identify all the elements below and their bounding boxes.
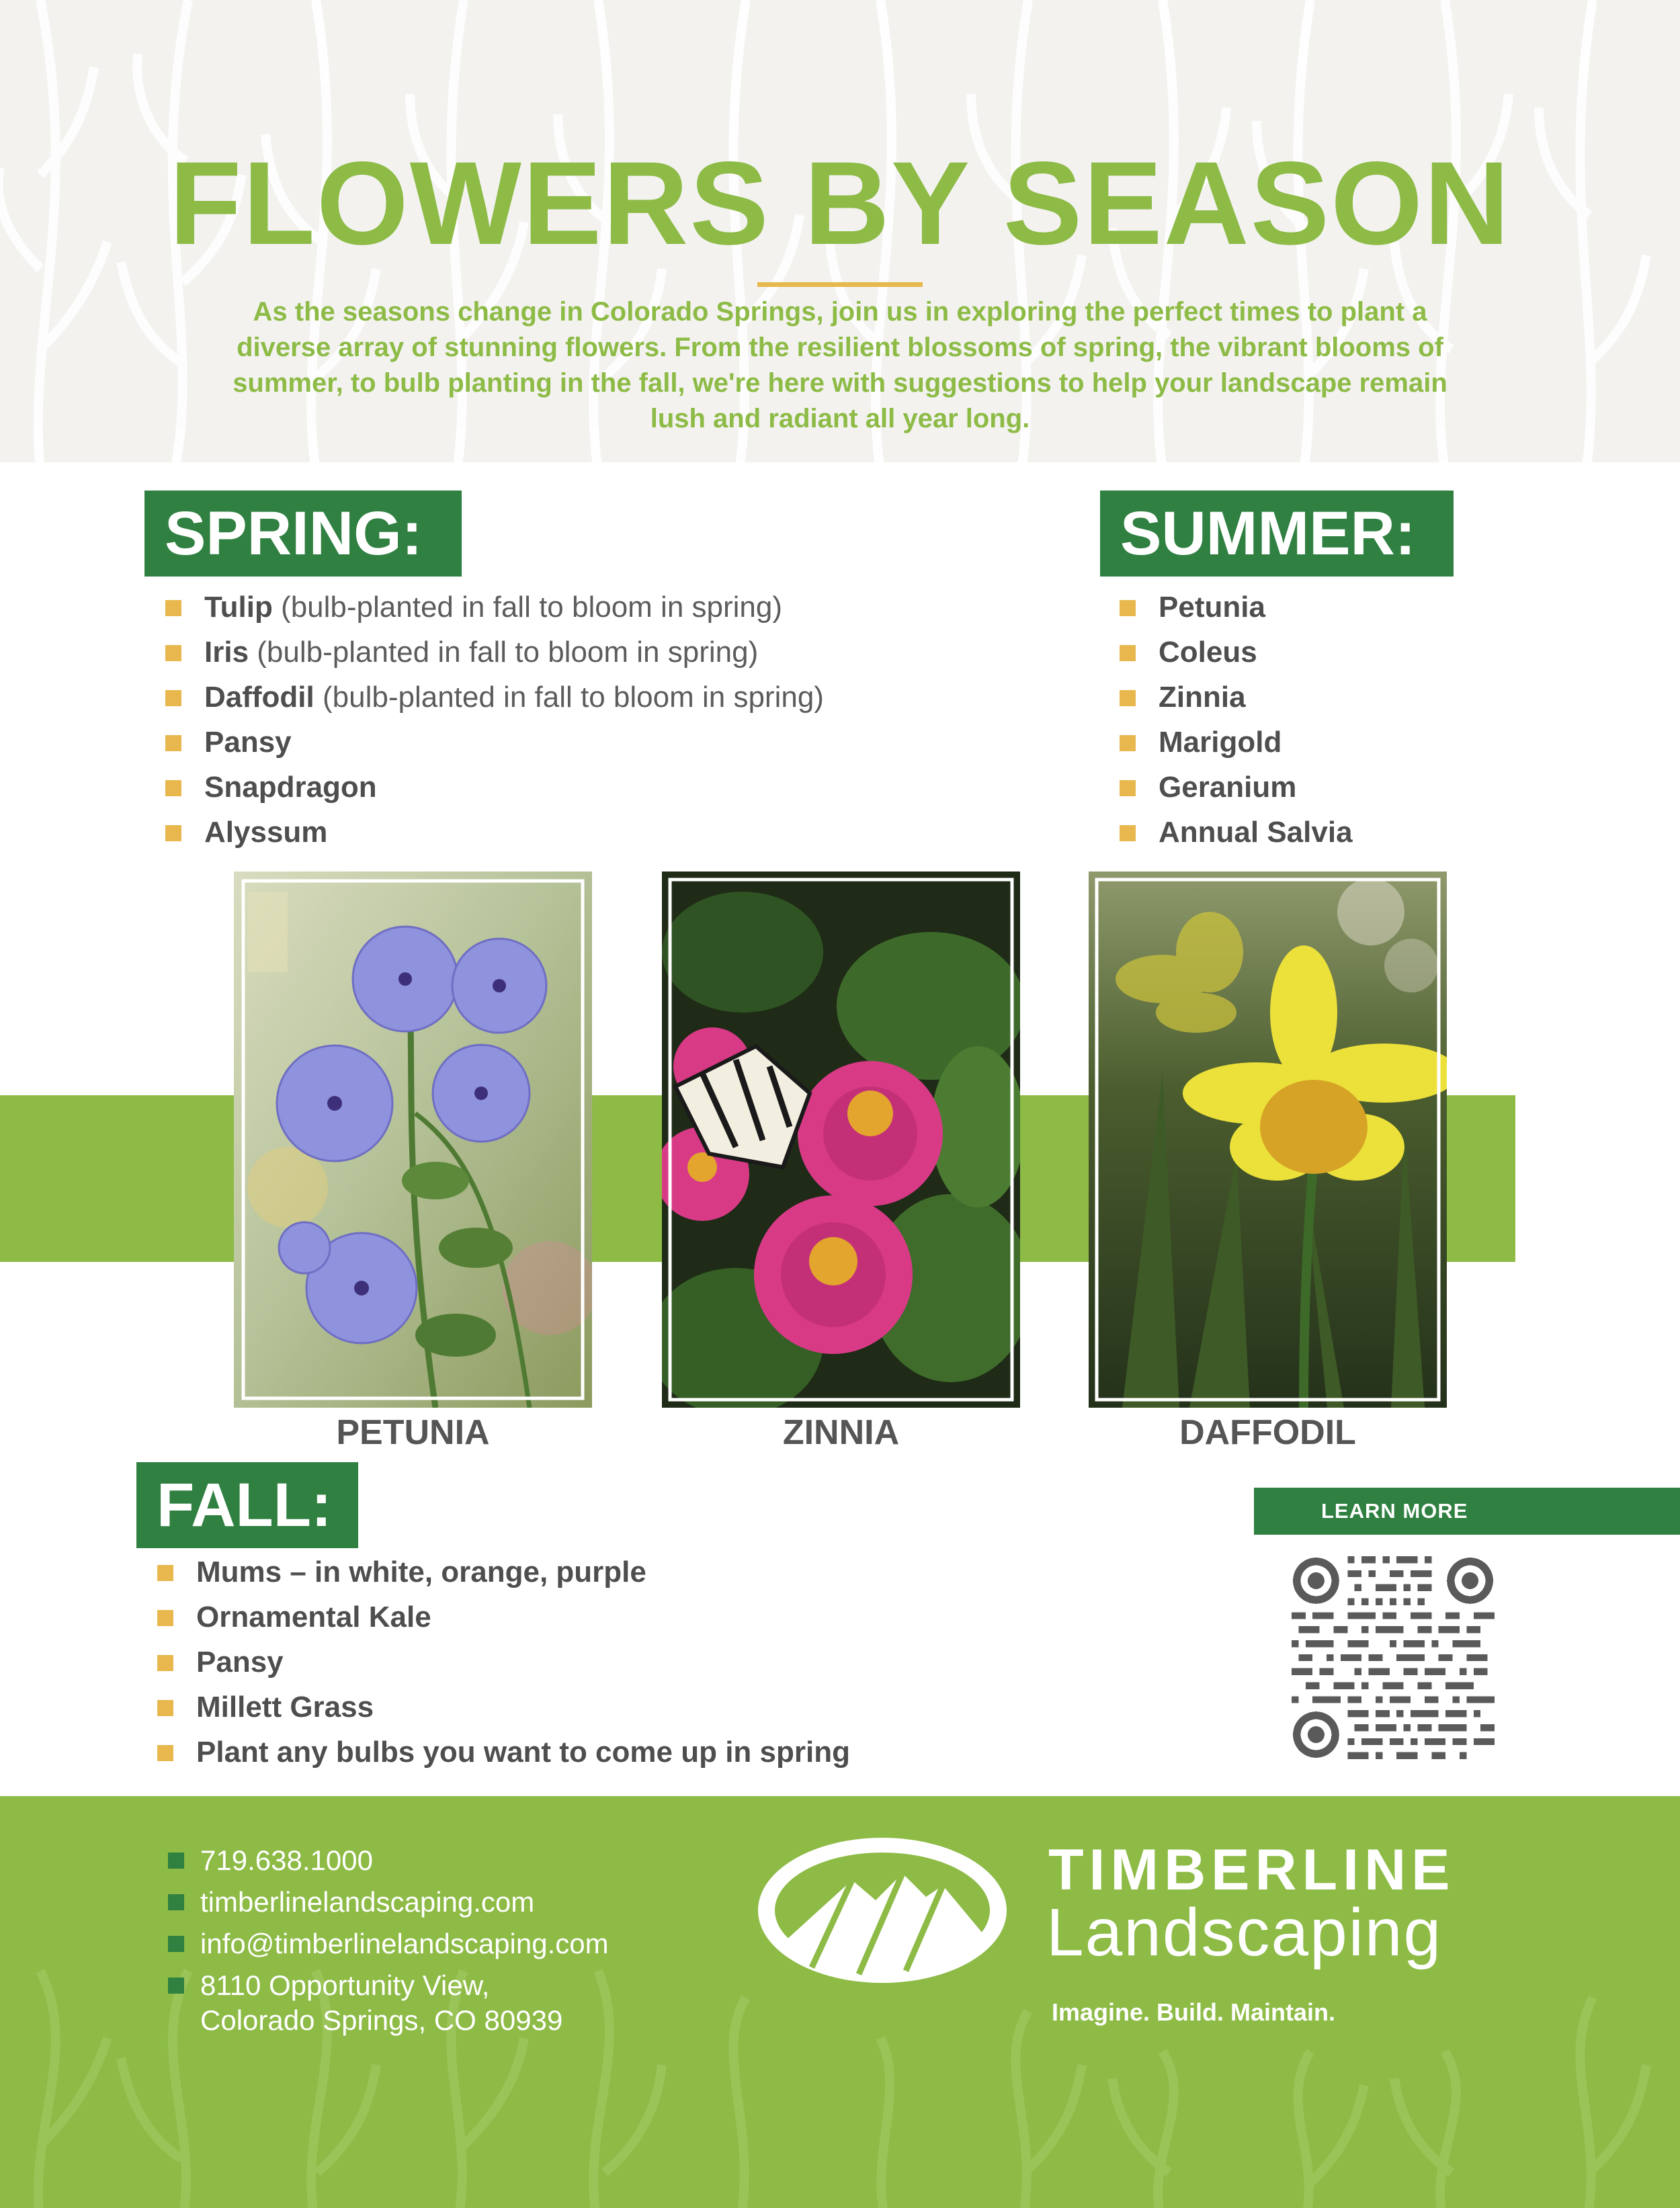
list-item: Mums – in white, orange, purple: [157, 1549, 850, 1595]
zinnia-photo: [662, 872, 1020, 1408]
list-item: Iris (bulb-planted in fall to bloom in spring): [165, 630, 824, 675]
brand-name: TIMBERLINE: [1048, 1838, 1456, 1902]
list-item: Millett Grass: [157, 1685, 850, 1730]
bullet-square-icon: [157, 1655, 173, 1671]
list-item: Plant any bulbs you want to come up in spring: [157, 1730, 850, 1775]
spring-heading: SPRING:: [144, 491, 462, 577]
intro-paragraph: [148, 294, 1532, 437]
bullet-square-icon: [165, 825, 181, 841]
list-item: Zinnia: [1120, 675, 1353, 720]
bullet-square-icon: [168, 1936, 184, 1952]
bullet-square-icon: [165, 735, 181, 751]
list-item: Coleus: [1120, 630, 1353, 675]
bullet-square-icon: [165, 600, 181, 616]
tagline: Imagine. Build. Maintain.: [1052, 1998, 1336, 2026]
daffodil-photo: [1089, 872, 1447, 1408]
address: 8110 Opportunity View, Colorado Springs, CO 80939: [168, 1968, 609, 2038]
bullet-square-icon: [157, 1610, 173, 1626]
bullet-square-icon: [165, 780, 181, 796]
header: [0, 0, 1680, 462]
mountain-logo-icon: [751, 1833, 1013, 1988]
qr-code-icon[interactable]: [1292, 1556, 1495, 1759]
email-link[interactable]: info@timberlinelandscaping.com: [168, 1926, 609, 1961]
petunia-photo-icon: [234, 872, 592, 1408]
bullet-square-icon: [168, 1853, 184, 1869]
bullet-square-icon: [1120, 645, 1136, 661]
contact-list: [168, 1843, 609, 2045]
bullet-square-icon: [168, 1894, 184, 1910]
photo-caption: DAFFODIL: [1179, 1413, 1356, 1452]
learn-more-button[interactable]: LEARN MORE: [1254, 1488, 1680, 1535]
photo-caption: PETUNIA: [336, 1413, 490, 1452]
bullet-square-icon: [165, 645, 181, 661]
daffodil-photo-icon: [1089, 872, 1447, 1408]
phone-link[interactable]: 719.638.1000: [168, 1843, 609, 1878]
footer: [0, 1796, 1680, 2208]
intro-line: diverse array of stunning flowers. From the resilient blossoms of spring, the vibrant blooms of: [237, 333, 1443, 362]
page-title: FLOWERS BY SEASON: [169, 138, 1511, 269]
photo-caption: ZINNIA: [782, 1413, 900, 1452]
list-item: Pansy: [157, 1640, 850, 1685]
fall-list: [157, 1549, 850, 1775]
brand-subtitle: Landscaping: [1046, 1895, 1443, 1970]
spring-list: [165, 585, 824, 855]
list-item: Marigold: [1120, 720, 1353, 765]
bullet-square-icon: [1120, 825, 1136, 841]
bullet-square-icon: [157, 1745, 173, 1761]
bullet-square-icon: [1120, 600, 1136, 616]
list-item: Daffodil (bulb-planted in fall to bloom in spring): [165, 675, 824, 720]
bullet-square-icon: [1120, 690, 1136, 706]
summer-list: [1120, 585, 1353, 855]
list-item: Ornamental Kale: [157, 1595, 850, 1640]
bullet-square-icon: [168, 1978, 184, 1994]
intro-line: As the seasons change in Colorado Springs, join us in exploring the perfect times to plant a: [253, 297, 1427, 327]
website-link[interactable]: timberlinelandscaping.com: [168, 1885, 609, 1920]
fall-heading: FALL:: [136, 1462, 358, 1548]
list-item: Pansy: [165, 720, 824, 765]
list-item: Snapdragon: [165, 765, 824, 810]
list-item: Tulip (bulb-planted in fall to bloom in spring): [165, 585, 824, 630]
list-item: Petunia: [1120, 585, 1353, 630]
list-item: Geranium: [1120, 765, 1353, 810]
list-item: Alyssum: [165, 810, 824, 855]
bullet-square-icon: [157, 1565, 173, 1581]
petunia-photo: [234, 872, 592, 1408]
zinnia-photo-icon: [662, 872, 1020, 1408]
bullet-square-icon: [1120, 735, 1136, 751]
bullet-square-icon: [1120, 780, 1136, 796]
bullet-square-icon: [165, 690, 181, 706]
intro-line: summer, to bulb planting in the fall, we're here with suggestions to help your landscape remain: [233, 368, 1447, 398]
summer-heading: SUMMER:: [1100, 491, 1454, 577]
list-item: Annual Salvia: [1120, 810, 1353, 855]
intro-line: lush and radiant all year long.: [650, 404, 1030, 433]
bullet-square-icon: [157, 1700, 173, 1716]
title-divider: [757, 282, 923, 287]
